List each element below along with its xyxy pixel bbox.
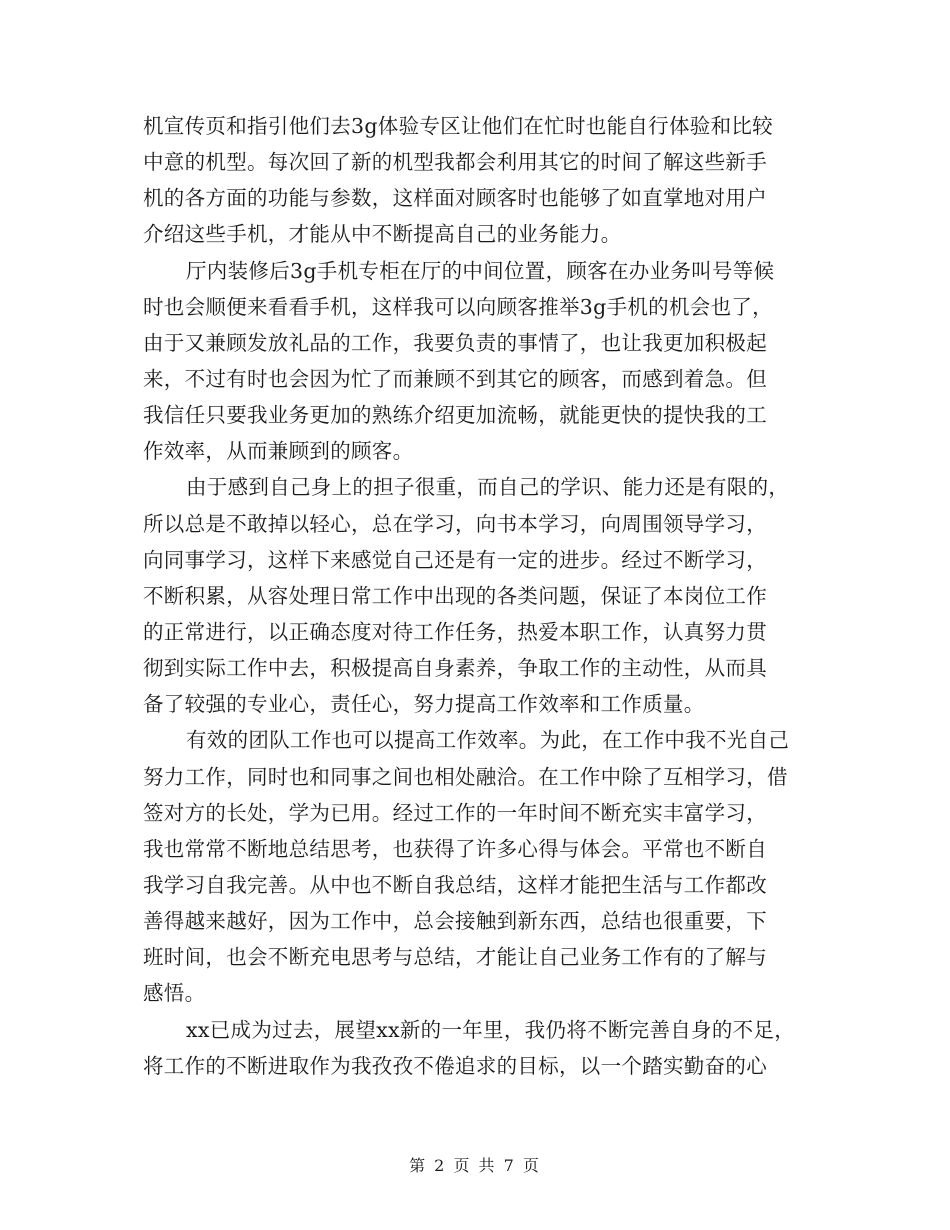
text-line: 我学习自我完善。从中也不断自我总结，这样才能把生活与工作都改	[143, 872, 767, 897]
text-line: 介绍这些手机，才能从中不断提高自己的业务能力。	[143, 222, 622, 247]
text-line: 有效的团队工作也可以提高工作效率。为此，在工作中我不光自己	[186, 728, 790, 753]
text-line: 时也会顺便来看看手机，这样我可以向顾客推举3g手机的机会也了，	[143, 294, 773, 319]
text-line: 善得越来越好，因为工作中，总会接触到新东西，总结也很重要，下	[143, 909, 767, 934]
text-line: 机宣传页和指引他们去3g体验专区让他们在忙时也能自行体验和比较	[143, 114, 773, 138]
text-line: 不断积累，从容处理日常工作中出现的各类问题，保证了本岗位工作	[143, 583, 767, 608]
text-line: 我信任只要我业务更加的熟练介绍更加流畅，就能更快的提快我的工	[143, 403, 767, 428]
page-footer: 第 2 页 共 7 页	[409, 1156, 541, 1175]
text-line: 机的各方面的功能与参数，这样面对顾客时也能够了如直掌地对用户	[143, 186, 767, 211]
document-body	[143, 108, 813, 1084]
text-line: 所以总是不敢掉以轻心，总在学习，向书本学习，向周围领导学习，	[143, 511, 767, 536]
text-line: 努力工作，同时也和同事之间也相处融洽。在工作中除了互相学习，借	[143, 764, 788, 789]
text-line: 班时间，也会不断充电思考与总结，才能让自己业务工作有的了解与	[143, 945, 767, 970]
text-line: 中意的机型。每次回了新的机型我都会利用其它的时间了解这些新手	[143, 150, 767, 175]
text-line: 将工作的不断进取作为我孜孜不倦追求的目标，以一个踏实勤奋的心	[143, 1053, 767, 1078]
text-line: 向同事学习，这样下来感觉自己还是有一定的进步。经过不断学习，	[143, 547, 767, 572]
text-line: 作效率，从而兼顾到的顾客。	[143, 439, 414, 464]
text-line: 由于又兼顾发放礼品的工作，我要负责的事情了，也让我更加积极起	[143, 330, 767, 355]
text-line: 来，不过有时也会因为忙了而兼顾不到其它的顾客，而感到着急。但	[143, 366, 767, 391]
text-line: xx已成为过去，展望xx新的一年里，我仍将不断完善自身的不足，	[186, 1017, 796, 1042]
text-line: 的正常进行，以正确态度对待工作任务，热爱本职工作，认真努力贯	[143, 619, 767, 644]
text-line: 彻到实际工作中去，积极提高自身素养，争取工作的主动性，从而具	[143, 656, 767, 681]
text-line: 签对方的长处，学为已用。经过工作的一年时间不断充实丰富学习，	[143, 800, 767, 825]
text-line: 备了较强的专业心，责任心，努力提高工作效率和工作质量。	[143, 692, 705, 717]
text-line: 感悟。	[143, 981, 206, 1006]
text-line: 我也常常不断地总结思考，也获得了许多心得与体会。平常也不断自	[143, 836, 767, 861]
text-line: 由于感到自己身上的担子很重，而自己的学识、能力还是有限的，	[186, 475, 790, 500]
text-line: 厅内装修后3g手机专柜在厅的中间位置，顾客在办业务叫号等候	[186, 258, 775, 283]
